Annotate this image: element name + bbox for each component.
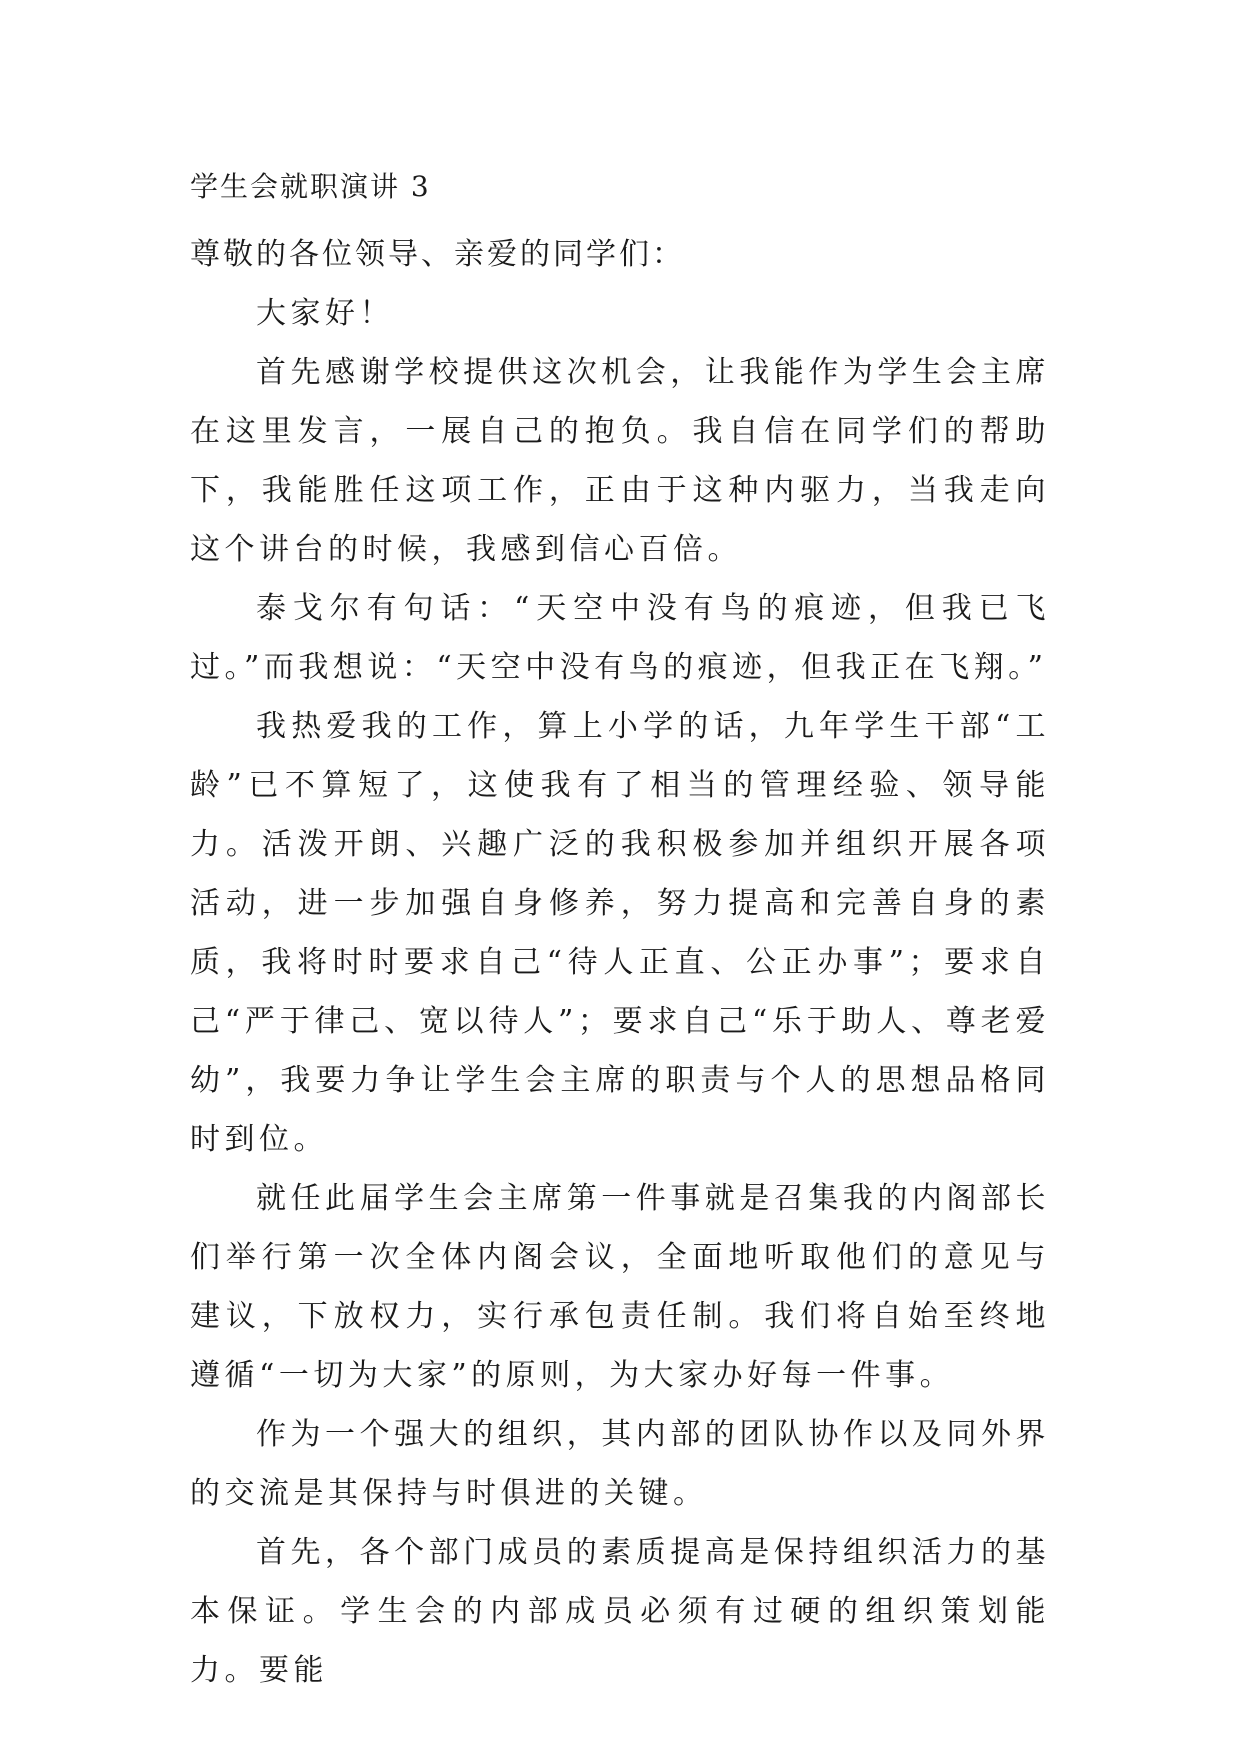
paragraph-tagore-quote: 泰戈尔有句话：“天空中没有鸟的痕迹，但我已飞过。”而我想说：“天空中没有鸟的痕迹，但我正在飞翔。” [190, 591, 1050, 685]
paragraph-organization: 作为一个强大的组织，其内部的团队协作以及同外界的交流是其保持与时俱进的关键。 [190, 1417, 1050, 1511]
paragraph-member-quality: 首先，各个部门成员的素质提高是保持组织活力的基本保证。学生会的内部成员必须有过硬的组织策划能力。要能 [190, 1535, 1050, 1688]
paragraph-thanks: 首先感谢学校提供这次机会，让我能作为学生会主席在这里发言，一展自己的抱负。我自信在同学们的帮助下，我能胜任这项工作，正由于这种内驱力，当我走向这个讲台的时候，我感到信心百倍。 [190, 355, 1050, 567]
paragraph-greeting: 大家好！ [256, 296, 394, 331]
paragraph-first-task: 就任此届学生会主席第一件事就是召集我的内阁部长们举行第一次全体内阁会议，全面地听取他们的意见与建议，下放权力，实行承包责任制。我们将自始至终地遵循“一切为大家”的原则，为大家办好每一件事。 [190, 1181, 1050, 1393]
document-title: 学生会就职演讲 3 [190, 170, 431, 203]
salutation: 尊敬的各位领导、亲爱的同学们： [190, 237, 685, 272]
document-body [190, 226, 1050, 1700]
paragraph-experience: 我热爱我的工作，算上小学的话，九年学生干部“工龄”已不算短了，这使我有了相当的管理经验、领导能力。活泼开朗、兴趣广泛的我积极参加并组织开展各项活动，进一步加强自身修养，努力提高和完善自身的素质，我将时时要求自己“待人正直、公正办事”；要求自己“严于律己、宽以待人”；要求自己“乐于助人、尊老爱幼”，我要力争让学生会主席的职责与个人的思想品格同时到位。 [190, 709, 1050, 1157]
